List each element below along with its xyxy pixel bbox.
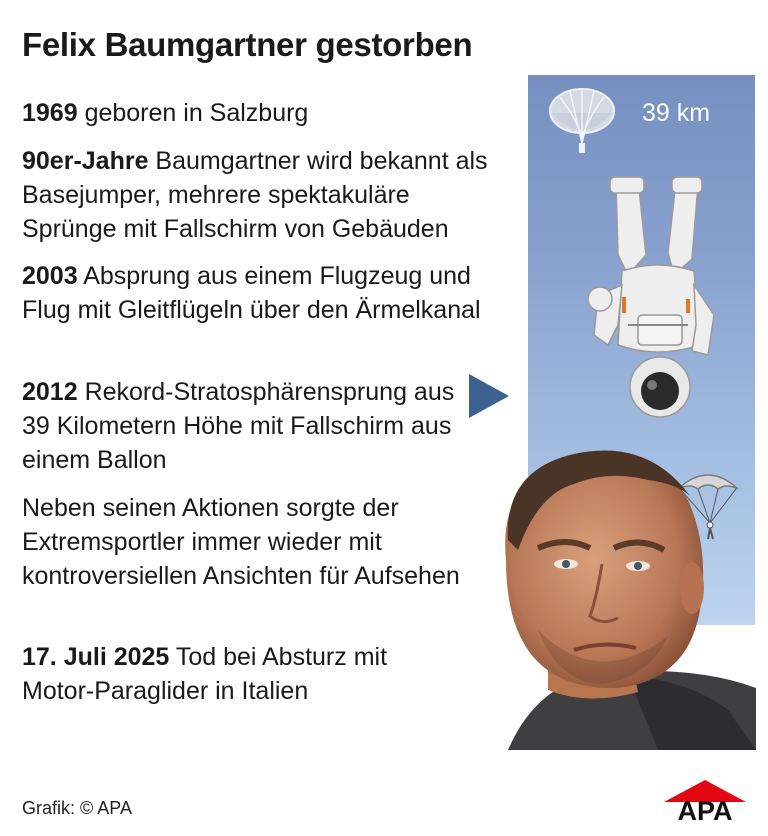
timeline-year: 1969 bbox=[22, 99, 78, 127]
arrow-right-icon bbox=[469, 374, 509, 418]
svg-text:APA: APA bbox=[677, 796, 733, 822]
timeline-entry-90er bbox=[22, 144, 502, 246]
timeline-text: Rekord-Stratosphärensprung aus 39 Kilometern Höhe mit Fallschirm aus einem Ballon bbox=[22, 378, 455, 474]
timeline-text: geboren in Salzburg bbox=[77, 99, 309, 127]
timeline-entry-2012 bbox=[22, 375, 462, 477]
timeline-text: Absprung aus einem Flugzeug und Flug mit Gleitflügeln über den Ärmelkanal bbox=[22, 262, 481, 324]
timeline-entry-controversy bbox=[22, 491, 462, 593]
timeline-year: 2003 bbox=[22, 262, 78, 290]
timeline-year: 17. Juli 2025 bbox=[22, 643, 170, 671]
timeline-entry-2025 bbox=[22, 640, 422, 708]
portrait-photo bbox=[478, 440, 756, 750]
timeline-text: Neben seinen Aktionen sorgte der Extremsportler immer wieder mit kontroversiellen Ansichten für Aufsehen bbox=[22, 494, 460, 590]
timeline-year: 2012 bbox=[22, 378, 78, 406]
timeline-text: Tod bei Absturz mit Motor-Paraglider in Italien bbox=[22, 643, 388, 705]
astronaut-icon bbox=[588, 175, 728, 425]
page-title: Felix Baumgartner gestorben bbox=[22, 26, 473, 63]
timeline-year: 90er-Jahre bbox=[22, 147, 149, 175]
altitude-label: 39 km bbox=[642, 99, 711, 127]
timeline-entry-1969 bbox=[22, 96, 502, 130]
timeline-entry-2003 bbox=[22, 259, 502, 327]
apa-logo bbox=[664, 780, 746, 822]
timeline-text: Baumgartner wird bekannt als Basejumper, mehrere spektakuläre Sprünge mit Fallschirm von Gebäuden bbox=[22, 147, 488, 243]
graphic-credit: Grafik: © APA bbox=[22, 798, 132, 818]
balloon-icon bbox=[548, 87, 616, 159]
